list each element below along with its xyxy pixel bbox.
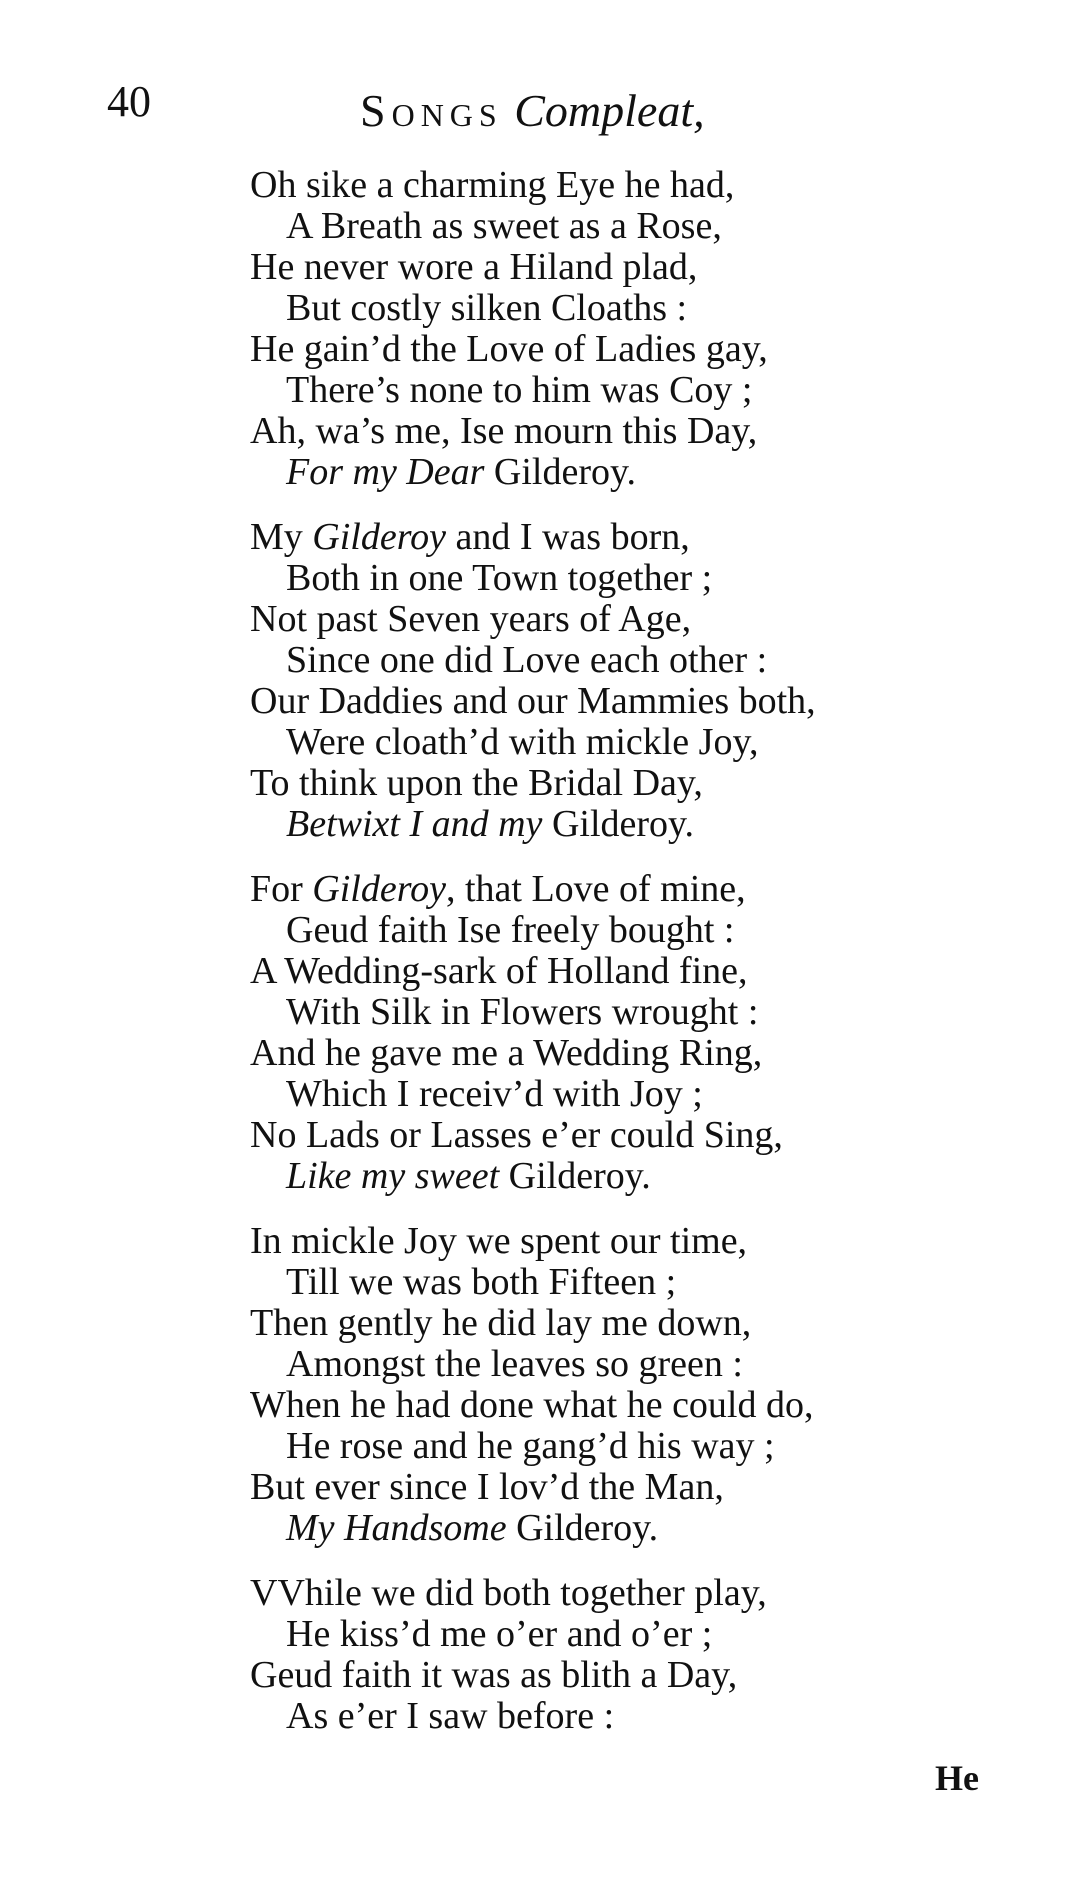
- poem-line: [250, 1115, 930, 1156]
- poem-line: [250, 206, 930, 247]
- poem-line: [250, 1655, 930, 1696]
- line-text: Geud faith Ise freely bought :: [286, 909, 735, 951]
- line-text: He gain’d the Love of Ladies gay,: [250, 328, 768, 370]
- poem-line: [250, 681, 930, 722]
- line-text: Which I receiv’d with Joy ;: [286, 1073, 703, 1115]
- italic-text: My Handsome: [286, 1507, 507, 1549]
- catchword: He: [935, 1758, 979, 1798]
- poem-line: [250, 804, 930, 845]
- line-text: Amongst the leaves so green :: [286, 1343, 743, 1385]
- poem-line: [250, 558, 930, 599]
- italic-text: For my Dear: [286, 451, 485, 493]
- line-text: He kiss’d me o’er and o’er ;: [286, 1613, 713, 1655]
- poem-line: [250, 763, 930, 804]
- line-text: My: [250, 516, 313, 558]
- line-text: There’s none to him was Coy ;: [286, 369, 753, 411]
- poem-line: [250, 1573, 930, 1614]
- poem-line: [250, 1262, 930, 1303]
- poem-line: [250, 869, 930, 910]
- line-text: But costly silken Cloaths :: [286, 287, 688, 329]
- line-text: Our Daddies and our Mammies both,: [250, 680, 816, 722]
- line-text: Till we was both Fifteen ;: [286, 1261, 677, 1303]
- poem-line: [250, 517, 930, 558]
- line-text: Oh sike a charming Eye he had,: [250, 164, 735, 206]
- line-text: Gilderoy.: [499, 1155, 651, 1197]
- line-text: Gilderoy.: [542, 803, 695, 845]
- italic-text: Gilderoy: [312, 516, 446, 558]
- line-text: To think upon the Bridal Day,: [250, 762, 703, 804]
- stanza: [250, 1573, 930, 1737]
- line-text: A Wedding-sark of Holland fine,: [250, 950, 748, 992]
- running-head-title: Songs: [360, 85, 503, 136]
- stanza: [250, 869, 930, 1197]
- line-text: Gilderoy.: [506, 1507, 659, 1549]
- line-text: Gilderoy.: [484, 451, 637, 493]
- running-head-subtitle: Compleat,: [514, 85, 705, 136]
- line-text: Ah, wa’s me, Ise mourn this Day,: [250, 410, 758, 452]
- line-text: When he had done what he could do,: [250, 1384, 814, 1426]
- poem-body: [250, 165, 930, 1761]
- poem-line: [250, 910, 930, 951]
- poem-line: [250, 640, 930, 681]
- poem-line: [250, 1344, 930, 1385]
- line-text: Since one did Love each other :: [286, 639, 768, 681]
- line-text: As e’er I saw before :: [286, 1695, 615, 1737]
- poem-line: [250, 1385, 930, 1426]
- italic-text: Like my sweet: [286, 1155, 500, 1197]
- poem-line: [250, 1303, 930, 1344]
- poem-line: [250, 1033, 930, 1074]
- poem-line: [250, 1221, 930, 1262]
- poem-line: [250, 722, 930, 763]
- line-text: and I was born,: [445, 516, 690, 558]
- poem-line: [250, 1508, 930, 1549]
- line-text: Geud faith it was as blith a Day,: [250, 1654, 738, 1696]
- poem-line: [250, 165, 930, 206]
- line-text: Then gently he did lay me down,: [250, 1302, 752, 1344]
- line-text: In mickle Joy we spent our time,: [250, 1220, 748, 1262]
- poem-line: [250, 370, 930, 411]
- poem-line: [250, 1467, 930, 1508]
- poem-line: [250, 411, 930, 452]
- stanza: [250, 165, 930, 493]
- poem-line: [250, 1426, 930, 1467]
- line-text: Both in one Town together ;: [286, 557, 713, 599]
- poem-line: [250, 452, 930, 493]
- poem-line: [250, 1156, 930, 1197]
- line-text: And he gave me a Wedding Ring,: [250, 1032, 763, 1074]
- line-text: He rose and he gang’d his way ;: [286, 1425, 775, 1467]
- page-number: 40: [107, 77, 151, 126]
- stanza: [250, 1221, 930, 1549]
- line-text: Were cloath’d with mickle Joy,: [286, 721, 759, 763]
- poem-line: [250, 247, 930, 288]
- italic-text: Gilderoy: [312, 868, 446, 910]
- poem-line: [250, 329, 930, 370]
- line-text: He never wore a Hiland plad,: [250, 246, 698, 288]
- line-text: But ever since I lov’d the Man,: [250, 1466, 724, 1508]
- italic-text: Betwixt I and my: [286, 803, 543, 845]
- line-text: Not past Seven years of Age,: [250, 598, 692, 640]
- poem-line: [250, 599, 930, 640]
- poem-line: [250, 1696, 930, 1737]
- line-text: For: [250, 868, 313, 910]
- stanza: [250, 517, 930, 845]
- line-text: VVhile we did both together play,: [250, 1572, 767, 1614]
- line-text: , that Love of mine,: [445, 868, 746, 910]
- line-text: No Lads or Lasses e’er could Sing,: [250, 1114, 783, 1156]
- poem-line: [250, 951, 930, 992]
- line-text: A Breath as sweet as a Rose,: [286, 205, 722, 247]
- poem-line: [250, 992, 930, 1033]
- poem-line: [250, 1074, 930, 1115]
- line-text: With Silk in Flowers wrought :: [286, 991, 759, 1033]
- poem-line: [250, 288, 930, 329]
- running-head: [360, 85, 705, 136]
- poem-line: [250, 1614, 930, 1655]
